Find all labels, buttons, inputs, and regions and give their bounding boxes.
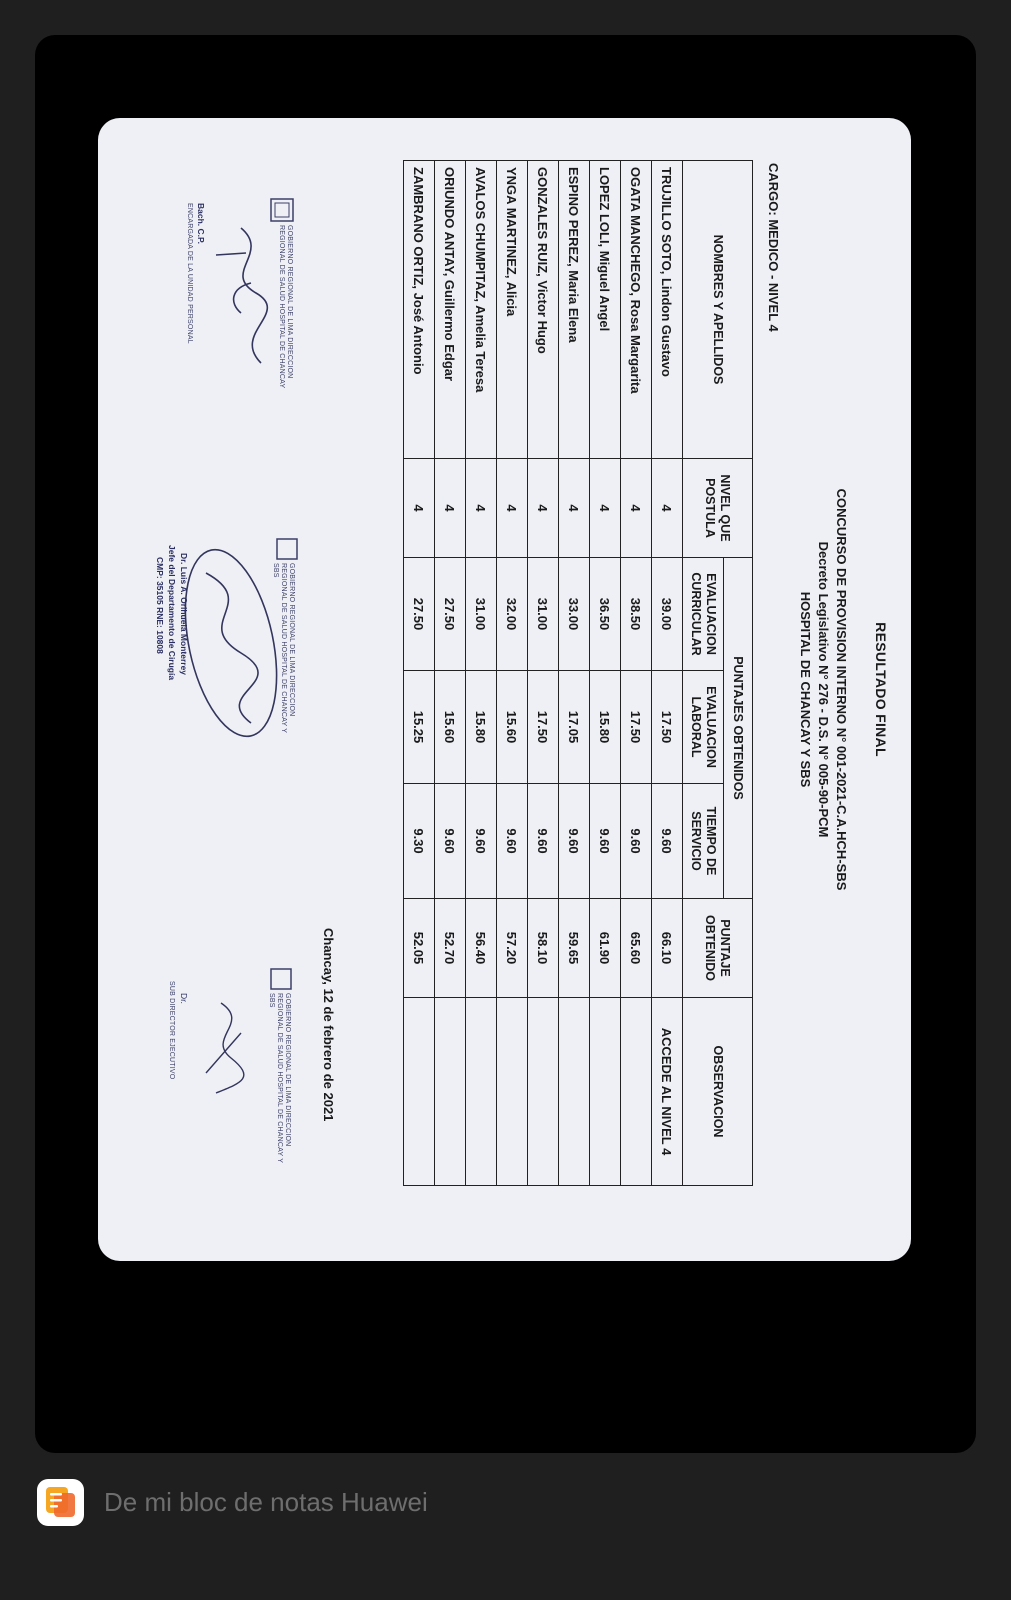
signature-block-cirugia [131, 533, 301, 753]
cell-nombre: ESPINO PEREZ, Maria Elena [559, 161, 590, 459]
table-header-row [724, 161, 753, 1186]
signer-name: Dr. [179, 993, 189, 1004]
table-row [590, 161, 621, 1186]
cell-observacion [559, 998, 590, 1186]
cell-curricular: 39.00 [652, 558, 683, 671]
cell-tiempo: 9.60 [497, 784, 528, 899]
cell-laboral: 17.50 [621, 671, 652, 784]
cell-nombre: GONZALES RUIZ, Victor Hugo [528, 161, 559, 459]
contest-line: CONCURSO DE PROVISION INTERNO N° 001-2021-C.A.HCH-SBS [834, 488, 849, 891]
header-puntajes-group: PUNTAJES OBTENIDOS [724, 558, 753, 899]
decree-line: Decreto Legislativo N° 276 - D.S. N° 005-90-PCM [816, 541, 831, 838]
signer-name: Bach. C.P. [196, 203, 206, 244]
cell-tiempo: 9.60 [435, 784, 466, 899]
cell-tiempo: 9.60 [559, 784, 590, 899]
cell-laboral: 15.60 [435, 671, 466, 784]
rotated-document-content [98, 118, 911, 1261]
cell-laboral: 17.05 [559, 671, 590, 784]
cell-nombre: ORIUNDO ANTAY, Guillermo Edgar [435, 161, 466, 459]
cell-nivel: 4 [404, 459, 435, 558]
cell-tiempo: 9.30 [404, 784, 435, 899]
cell-nivel: 4 [559, 459, 590, 558]
cell-observacion [590, 998, 621, 1186]
cell-nombre: OGATA MANCHEGO, Rosa Margarita [621, 161, 652, 459]
signature-scribble-icon [131, 193, 301, 413]
cell-observacion [466, 998, 497, 1186]
place-date: Chancay, 12 de febrero de 2021 [321, 928, 336, 1122]
table-row [652, 161, 683, 1186]
cell-observacion: ACCEDE AL NIVEL 4 [652, 998, 683, 1186]
table-row [559, 161, 590, 1186]
cargo-label: CARGO: MEDICO - NIVEL 4 [766, 163, 781, 332]
cell-nivel: 4 [652, 459, 683, 558]
header-nombres: NOMBRES Y APELLIDOS [683, 161, 753, 459]
table-row [621, 161, 652, 1186]
hospital-line: HOSPITAL DE CHANCAY Y SBS [798, 591, 813, 788]
cell-curricular: 31.00 [466, 558, 497, 671]
header-tiempo: TIEMPO DE SERVICIO [683, 784, 724, 899]
cell-nombre: TRUJILLO SOTO, Lindon Gustavo [652, 161, 683, 459]
cell-nivel: 4 [435, 459, 466, 558]
table-row [497, 161, 528, 1186]
cell-nombre: LOPEZ LOLI, Miguel Angel [590, 161, 621, 459]
source-caption[interactable]: De mi bloc de notas Huawei [104, 1487, 428, 1517]
table-row [435, 161, 466, 1186]
cell-nivel: 4 [528, 459, 559, 558]
cell-curricular: 27.50 [435, 558, 466, 671]
signature-block-personal [131, 193, 301, 413]
stamp-text: GOBIERNO REGIONAL DE LIMA DIRECCION REGIONAL DE SALUD HOSPITAL DE CHANCAY Y SBS [272, 563, 295, 734]
notepad-app-icon[interactable] [37, 1479, 84, 1526]
cell-laboral: 15.80 [590, 671, 621, 784]
cell-observacion [621, 998, 652, 1186]
cell-laboral: 15.25 [404, 671, 435, 784]
cell-puntaje: 58.10 [528, 899, 559, 998]
cell-nombre: ZAMBRANO ORTIZ, José Antonio [404, 161, 435, 459]
cell-nivel: 4 [590, 459, 621, 558]
cell-tiempo: 9.60 [621, 784, 652, 899]
header-puntaje: PUNTAJE OBTENIDO [683, 899, 753, 998]
cell-laboral: 15.60 [497, 671, 528, 784]
cell-curricular: 36.50 [590, 558, 621, 671]
results-table [403, 160, 753, 1186]
table-row [404, 161, 435, 1186]
header-laboral: EVALUACION LABORAL [683, 671, 724, 784]
cell-puntaje: 56.40 [466, 899, 497, 998]
header-observacion: OBSERVACION [683, 998, 753, 1186]
signer-role: Jefe del Departamento de Cirugía [167, 545, 177, 681]
notepad-icon [46, 1487, 75, 1517]
cell-curricular: 38.50 [621, 558, 652, 671]
document-sheet [98, 118, 911, 1261]
stamp-text: GOBIERNO REGIONAL DE LIMA DIRECCION REGIONAL DE SALUD HOSPITAL DE CHANCAY Y SBS [268, 993, 291, 1164]
cell-nombre: YNGA MARTINEZ, Alicia [497, 161, 528, 459]
document-title: RESULTADO FINAL [873, 622, 889, 757]
cell-observacion [404, 998, 435, 1186]
cell-observacion [497, 998, 528, 1186]
cell-tiempo: 9.60 [528, 784, 559, 899]
table-row [466, 161, 497, 1186]
cell-nivel: 4 [497, 459, 528, 558]
signature-block-subdirector [131, 963, 301, 1183]
image-viewer [35, 35, 976, 1453]
cell-laboral: 17.50 [528, 671, 559, 784]
cell-nombre: AVALOS CHUMPITAZ, Amelia Teresa [466, 161, 497, 459]
cell-nivel: 4 [621, 459, 652, 558]
cell-laboral: 15.80 [466, 671, 497, 784]
cell-curricular: 33.00 [559, 558, 590, 671]
cell-tiempo: 9.60 [652, 784, 683, 899]
cell-observacion [528, 998, 559, 1186]
cell-tiempo: 9.60 [466, 784, 497, 899]
cell-curricular: 27.50 [404, 558, 435, 671]
cell-puntaje: 65.60 [621, 899, 652, 998]
signer-name: Dr. Luis A. Orihuela Monterrey [179, 553, 189, 676]
signer-role: ENCARGADA DE LA UNIDAD PERSONAL [186, 203, 193, 344]
cell-laboral: 17.50 [652, 671, 683, 784]
cell-observacion [435, 998, 466, 1186]
cell-curricular: 31.00 [528, 558, 559, 671]
cell-nivel: 4 [466, 459, 497, 558]
cell-puntaje: 52.70 [435, 899, 466, 998]
header-curricular: EVALUACION CURRICULAR [683, 558, 724, 671]
table-row [528, 161, 559, 1186]
cell-tiempo: 9.60 [590, 784, 621, 899]
signer-registration: CMP: 35105 RNE: 10808 [155, 557, 165, 654]
cell-puntaje: 59.65 [559, 899, 590, 998]
cell-puntaje: 52.05 [404, 899, 435, 998]
stamp-text: GOBIERNO REGIONAL DE LIMA DIRECCION REGIONAL DE SALUD HOSPITAL DE CHANCAY [278, 225, 293, 389]
cell-puntaje: 57.20 [497, 899, 528, 998]
cell-curricular: 32.00 [497, 558, 528, 671]
header-nivel: NIVEL QUE POSTULA [683, 459, 753, 558]
cell-puntaje: 66.10 [652, 899, 683, 998]
cell-puntaje: 61.90 [590, 899, 621, 998]
signer-role: SUB DIRECTOR EJECUTIVO [168, 981, 175, 1080]
